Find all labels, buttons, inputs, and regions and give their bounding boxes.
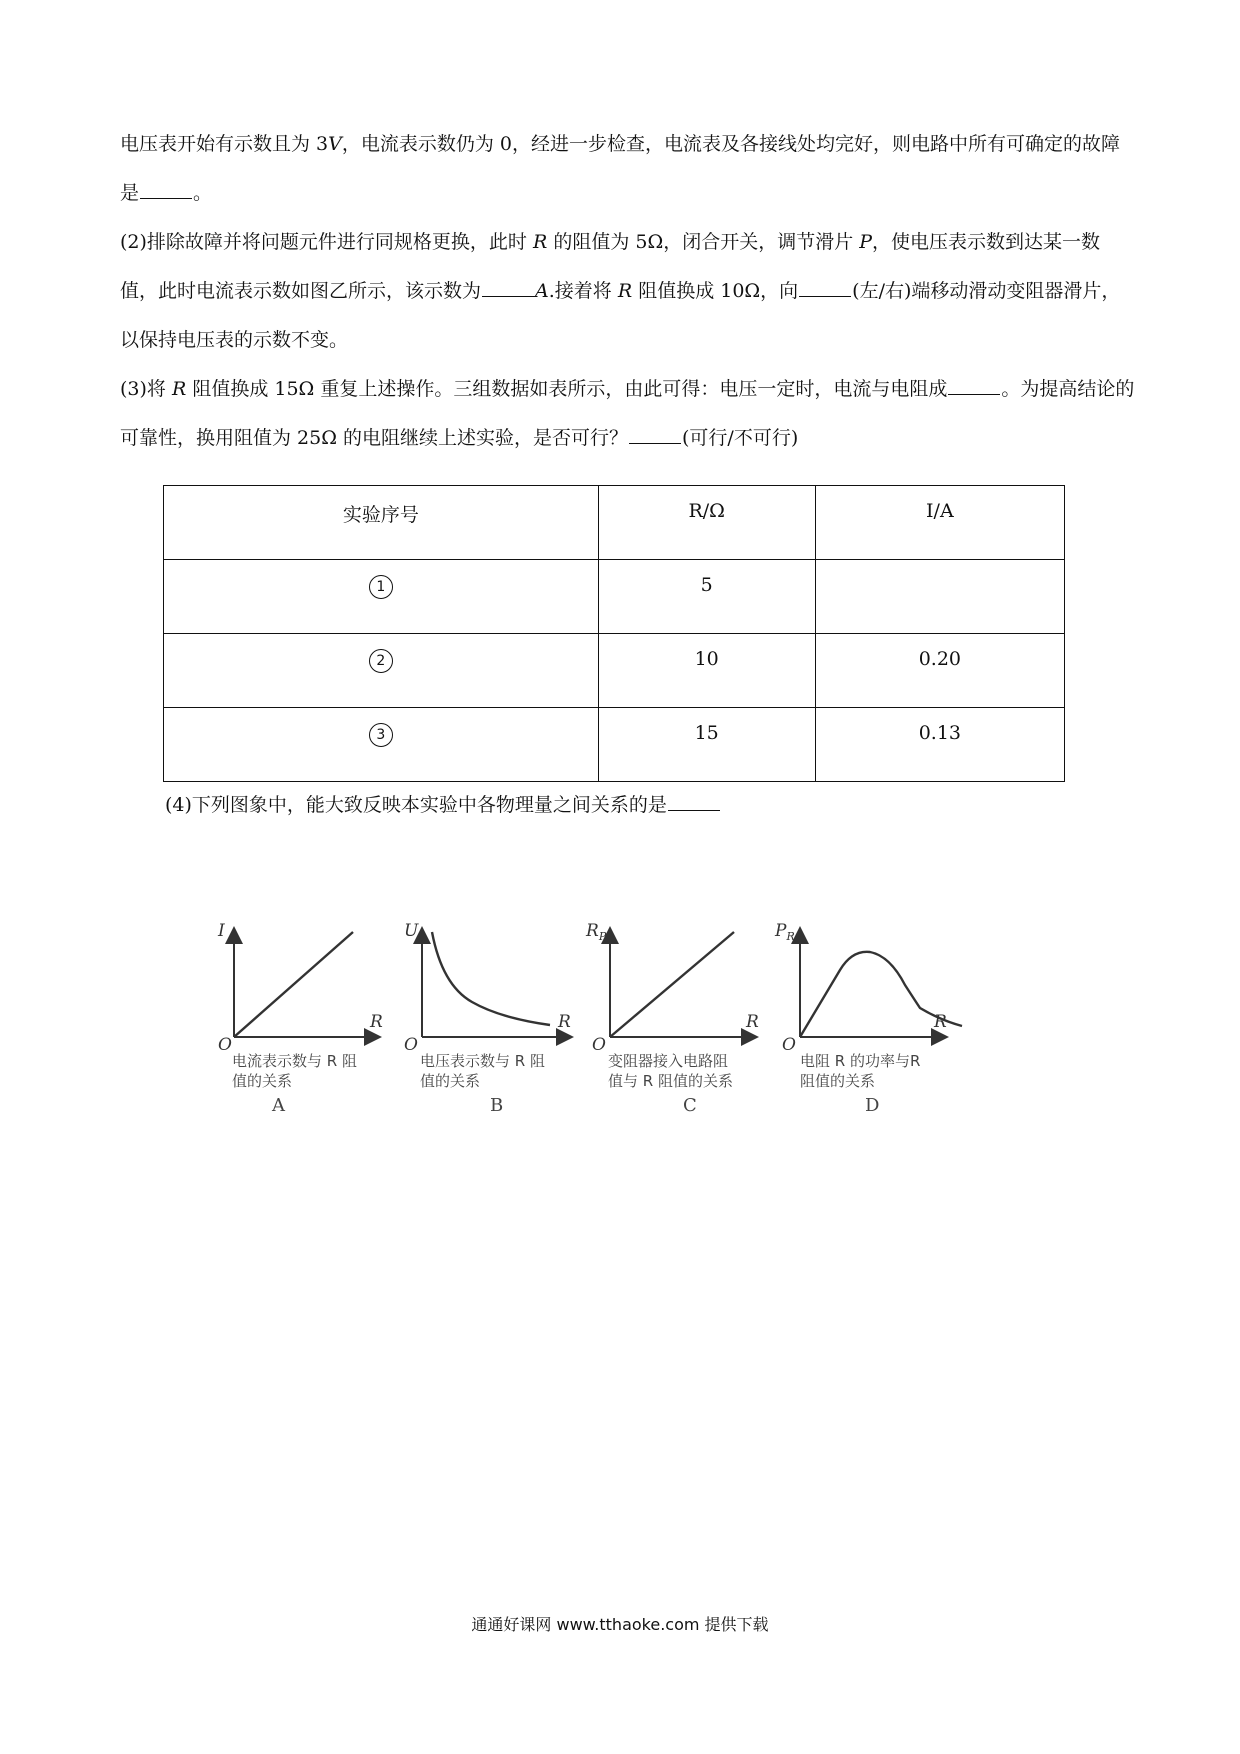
table-cell-no [164, 560, 599, 634]
table-cell-i [815, 560, 1064, 634]
option-letter: B [490, 1095, 504, 1116]
x-label: R [746, 1012, 759, 1032]
question-4: (4)下列图象中，能大致反映本实验中各物理量之间关系的是 [165, 790, 721, 820]
option-letter: D [865, 1095, 880, 1116]
table-header: R/Ω [598, 486, 815, 560]
caption-line: 阻值的关系 [800, 1072, 876, 1090]
circled-number: 1 [369, 575, 393, 599]
table-header: 实验序号 [164, 486, 599, 560]
graph-c[interactable] [585, 921, 759, 1116]
table-header-row [164, 486, 1065, 560]
table-cell-i: 0.13 [815, 708, 1064, 782]
y-label: U [404, 921, 419, 941]
question-2: (2)排除故障并将问题元件进行同规格更换，此时 R 的阻值为 5Ω，闭合开关，调节滑片 P，使电压表示数到达某一数值，此时电流表示数如图乙所示，该示数为 A.接着将 R 阻值换成 10Ω，向 (左/右)端移动滑动变阻器滑片，以保持电压表的示数不变。 [120, 231, 1121, 351]
graph-a[interactable] [217, 921, 383, 1116]
x-label: R [370, 1012, 383, 1032]
question-1-continuation: 电压表开始有示数且为 3V，电流表示数仍为 0，经进一步检查，电流表及各接线处均完好，则电路中所有可确定的故障是 。 [120, 133, 1121, 204]
circled-number: 3 [369, 723, 393, 747]
answer-blank[interactable] [668, 793, 720, 811]
table-cell-r: 15 [598, 708, 815, 782]
y-label: $P_R$ [775, 921, 795, 943]
caption-line: 电流表示数与 R 阻 [232, 1052, 357, 1070]
graph-c-line [610, 932, 734, 1037]
footer-credit: 通通好课网 www.tthaoke.com 提供下载 [471, 1615, 769, 1634]
answer-blank[interactable] [629, 426, 681, 444]
table-cell-r: 5 [598, 560, 815, 634]
graph-d[interactable] [774, 921, 962, 1116]
answer-blank[interactable] [948, 377, 1000, 395]
table-row [164, 634, 1065, 708]
caption-line: 变阻器接入电路阻 [608, 1052, 729, 1070]
y-label: I [218, 921, 225, 941]
table-cell-r: 10 [598, 634, 815, 708]
origin-label: O [592, 1035, 606, 1055]
caption-line: 值与 R 阻值的关系 [608, 1072, 733, 1090]
answer-blank[interactable] [482, 279, 534, 297]
graph-options [200, 890, 1030, 1130]
graph-b-curve [432, 932, 550, 1025]
origin-label: O [782, 1035, 796, 1055]
data-table [163, 485, 1065, 782]
y-label: $R_P$ [586, 921, 607, 943]
table-cell-no [164, 634, 599, 708]
table-cell-i: 0.20 [815, 634, 1064, 708]
question-3: (3)将 R 阻值换成 15Ω 重复上述操作。三组数据如表所示，由此可得：电压一定时，电流与电阻成 。为提高结论的可靠性，换用阻值为 25Ω 的电阻继续上述实验，是否可行？ (可行/不可行) [120, 378, 1135, 449]
table-header: I/A [815, 486, 1064, 560]
option-letter: A [272, 1095, 285, 1116]
caption-line: 电压表示数与 R 阻 [420, 1052, 545, 1070]
circled-number: 2 [369, 649, 393, 673]
graph-a-line [234, 932, 353, 1037]
graph-b[interactable] [404, 921, 571, 1116]
caption-line: 值的关系 [232, 1072, 293, 1090]
option-letter: C [683, 1095, 697, 1116]
x-label: R [558, 1012, 571, 1032]
table-cell-no [164, 708, 599, 782]
graph-options-svg [200, 890, 1030, 1130]
caption-line: 值的关系 [420, 1072, 481, 1090]
origin-label: O [218, 1035, 232, 1055]
table-row [164, 560, 1065, 634]
answer-blank[interactable] [799, 279, 851, 297]
caption-line: 电阻 R 的功率与R [800, 1052, 921, 1070]
origin-label: O [404, 1035, 418, 1055]
answer-blank[interactable] [140, 181, 192, 199]
x-label: R [934, 1012, 947, 1032]
table-row [164, 708, 1065, 782]
